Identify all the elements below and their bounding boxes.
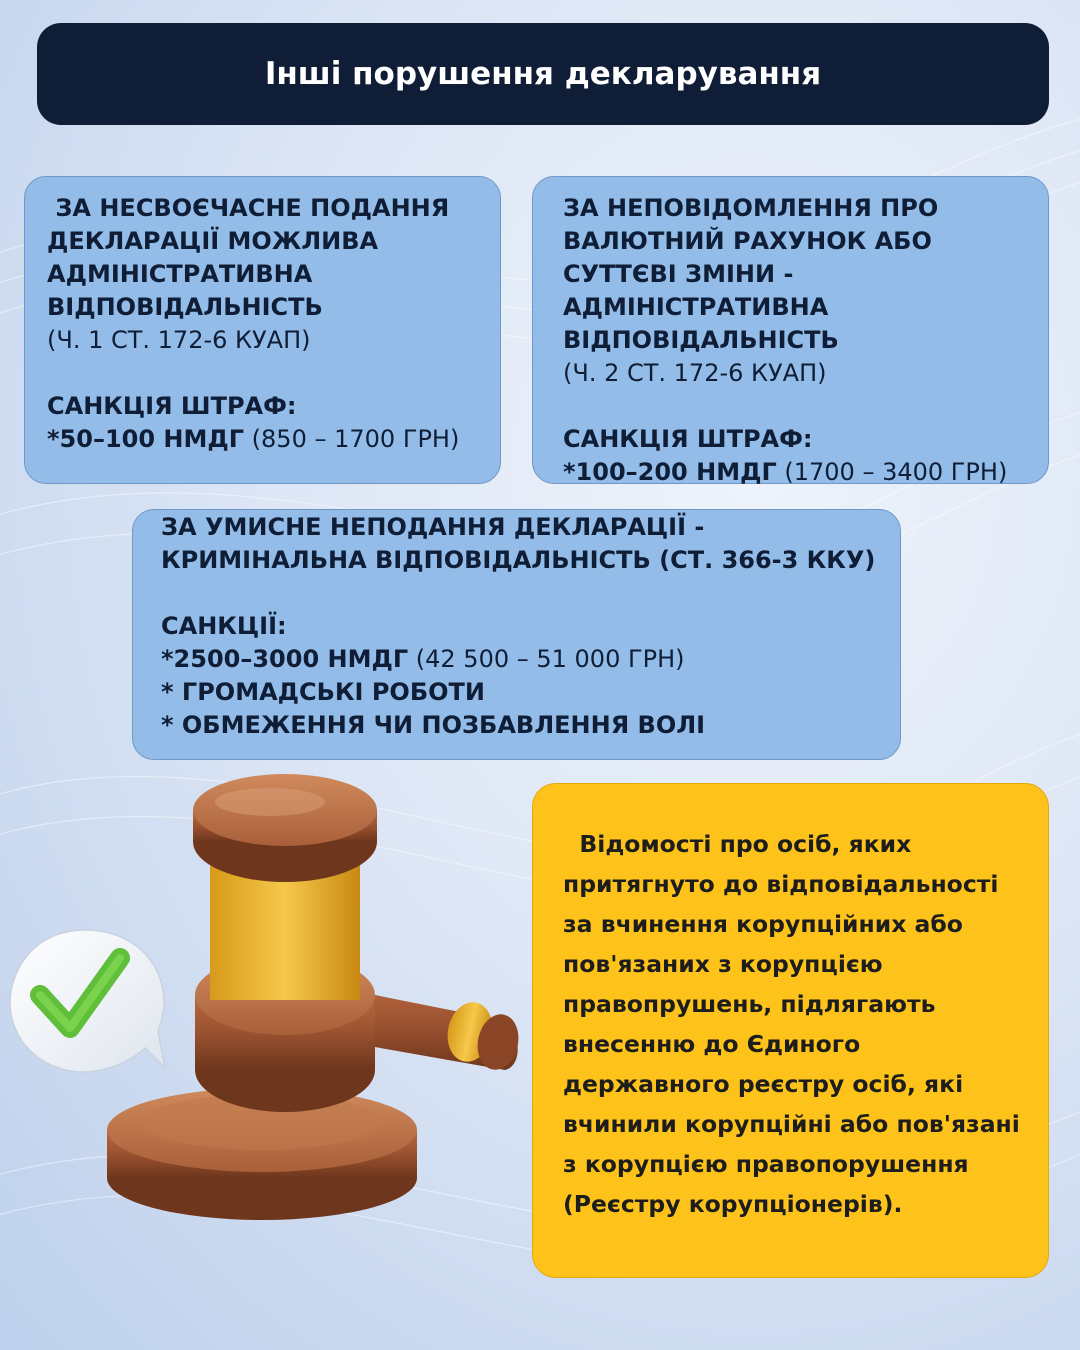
gavel-illustration [0, 770, 540, 1250]
fine-uah: (1700 – 3400 ГРН) [776, 458, 1008, 486]
late-declaration-card [24, 176, 501, 484]
card-heading-line: ВАЛЮТНИЙ РАХУНОК АБО [563, 227, 932, 255]
fine-nmdg: *50–100 НМДГ [47, 425, 245, 453]
notice-line: з корупцією правопорушення [563, 1150, 969, 1178]
fine-nmdg: *100–200 НМДГ [563, 458, 777, 486]
notice-line: внесенню до Єдиного [563, 1030, 861, 1058]
criminal-liability-card [132, 509, 901, 760]
law-reference: (Ч. 2 СТ. 172-6 КУАП) [563, 359, 827, 387]
card-heading-line: АДМІНІСТРАТИВНА [47, 260, 313, 288]
fine-amount [563, 456, 1040, 489]
card-heading-line: ДЕКЛАРАЦІЇ МОЖЛИВА [47, 227, 379, 255]
fine-amount [161, 643, 890, 676]
notice-line: державного реєстру осіб, які [563, 1070, 964, 1098]
checkmark-icon [10, 930, 165, 1072]
fine-nmdg: *2500–3000 НМДГ [161, 645, 409, 673]
card-heading-line: ВІДПОВІДАЛЬНІСТЬ [47, 293, 323, 321]
law-reference: (Ч. 1 СТ. 172-6 КУАП) [47, 326, 311, 354]
notice-line: за вчинення корупційних або [563, 910, 963, 938]
card-heading-line: ЗА НЕСВОЄЧАСНЕ ПОДАННЯ [47, 194, 450, 222]
notice-line: притягнуто до відповідальності [563, 870, 999, 898]
currency-account-card [532, 176, 1049, 484]
notice-line: (Реєстру корупціонерів). [563, 1190, 903, 1218]
sanction-label: САНКЦІЯ ШТРАФ: [563, 425, 813, 453]
card-heading-line: ЗА УМИСНЕ НЕПОДАННЯ ДЕКЛАРАЦІЇ - [161, 513, 705, 541]
card-heading-line: ЗА НЕПОВІДОМЛЕННЯ ПРО [563, 194, 939, 222]
sanction-item: * ГРОМАДСЬКІ РОБОТИ [161, 678, 485, 706]
notice-line: Відомості про осіб, яких [563, 830, 912, 858]
sanction-label: САНКЦІЇ: [161, 612, 287, 640]
page-title: Інші порушення декларування [264, 56, 822, 92]
card-heading-line: СУТТЄВІ ЗМІНИ - [563, 260, 794, 288]
sanction-item: * ОБМЕЖЕННЯ ЧИ ПОЗБАВЛЕННЯ ВОЛІ [161, 711, 706, 739]
fine-uah: (42 500 – 51 000 ГРН) [408, 645, 685, 673]
card-heading-line: АДМІНІСТРАТИВНА [563, 293, 829, 321]
gavel-icon [107, 774, 523, 1220]
page-header [37, 23, 1049, 125]
sanction-label: САНКЦІЯ ШТРАФ: [47, 392, 297, 420]
fine-uah: (850 – 1700 ГРН) [244, 425, 460, 453]
card-heading-line: КРИМІНАЛЬНА ВІДПОВІДАЛЬНІСТЬ (СТ. 366-3 ККУ) [161, 546, 876, 574]
registry-notice [532, 783, 1049, 1278]
notice-line: правопрушень, підлягають [563, 990, 936, 1018]
notice-line: вчинили корупційні або пов'язані [563, 1110, 1020, 1138]
card-heading-line: ВІДПОВІДАЛЬНІСТЬ [563, 326, 839, 354]
fine-amount [47, 423, 490, 456]
notice-line: пов'язаних з корупцією [563, 950, 883, 978]
